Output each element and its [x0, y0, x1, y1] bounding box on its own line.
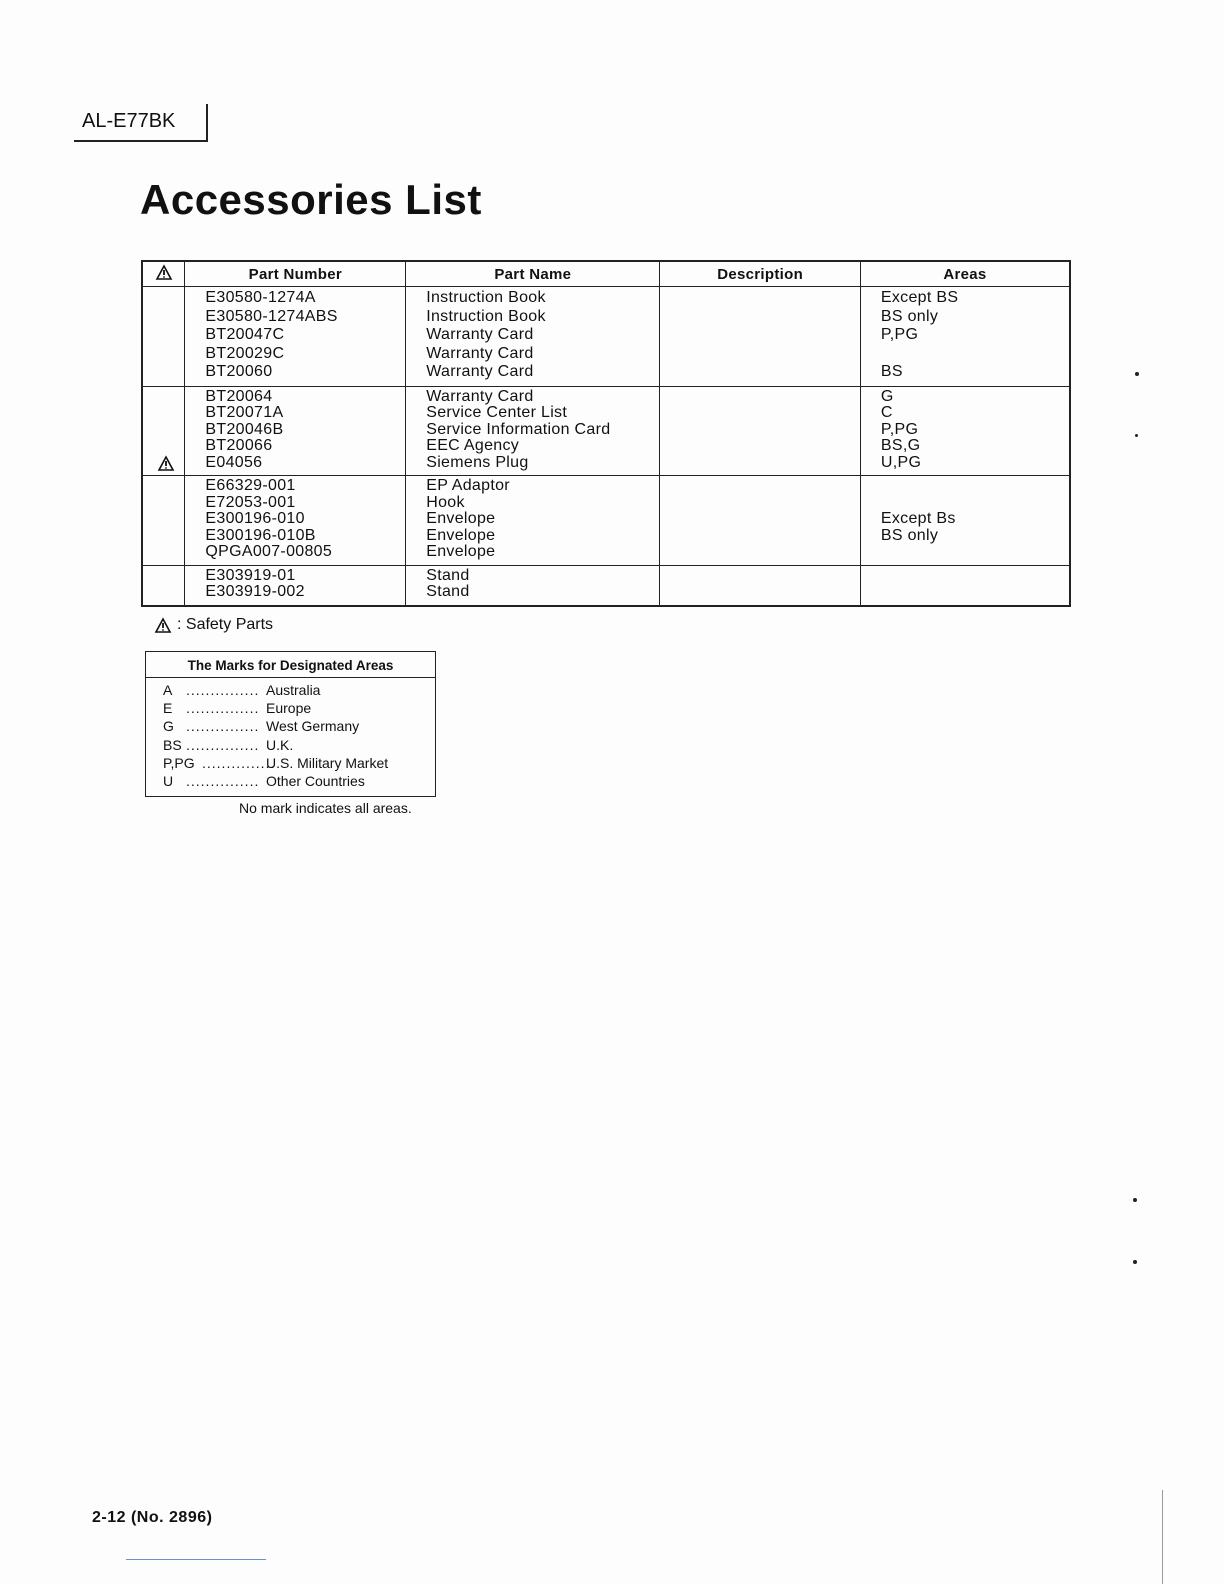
scan-speck [1135, 434, 1138, 437]
part-number: BT20046B [205, 420, 284, 438]
dot-leader: ............... [202, 754, 276, 771]
part-number-cell [185, 565, 406, 606]
part-name-cell [406, 386, 660, 476]
area-region: Australia [266, 682, 321, 698]
part-name-cell [406, 476, 660, 566]
part-name: Siemens Plug [426, 453, 529, 471]
column-header-description: Description [660, 261, 861, 287]
area-mark: BS [163, 736, 182, 753]
part-number: BT20060 [205, 363, 273, 380]
part-number-cell [185, 386, 406, 476]
area-code: P,PG [880, 326, 919, 343]
part-number-cell [185, 476, 406, 566]
dot-leader: ............... [186, 682, 260, 698]
safety-cell [142, 476, 185, 566]
area-code: Except Bs [880, 510, 956, 527]
list-item [146, 681, 435, 699]
area-code: BS,G [880, 437, 921, 454]
table-row [142, 287, 1070, 387]
area-mark: G [163, 718, 174, 735]
dot-leader: ............... [186, 772, 260, 789]
list-item [146, 772, 435, 790]
safety-legend-label: : Safety Parts [177, 616, 274, 633]
part-number: E72053-001 [205, 493, 296, 511]
list-item [146, 736, 435, 754]
list-item [146, 754, 435, 772]
part-name: Warranty Card [426, 387, 534, 405]
part-name: Hook [426, 493, 465, 511]
table-row [142, 565, 1070, 606]
areas-note: No mark indicates all areas. [239, 800, 412, 816]
model-tag [74, 104, 208, 142]
area-code: Except BS [880, 289, 959, 306]
area-code: BS only [880, 526, 939, 544]
description-cell [660, 565, 861, 606]
areas-cell [860, 287, 1070, 387]
footer-rule [126, 1559, 266, 1560]
list-item [146, 717, 435, 735]
description-cell [660, 386, 861, 476]
part-name-cell [406, 565, 660, 606]
part-name: Stand [426, 566, 470, 584]
part-number: E303919-01 [205, 566, 296, 584]
area-mark: E [163, 700, 173, 717]
area-code: BS only [880, 307, 939, 325]
part-number: QPGA007-00805 [205, 543, 333, 560]
scan-speck [1133, 1198, 1137, 1202]
area-region: Europe [266, 700, 312, 717]
part-number: E300196-010B [205, 526, 316, 544]
part-name: Envelope [426, 543, 496, 560]
safety-cell [142, 287, 185, 387]
area-code [881, 495, 1069, 512]
part-number-cell [185, 287, 406, 387]
table-row [142, 476, 1070, 566]
dot-leader: ............... [186, 700, 260, 717]
area-code [881, 568, 1069, 585]
area-code [881, 345, 1069, 364]
model-number: AL-E77BK [82, 110, 176, 132]
part-name: Envelope [426, 510, 496, 527]
safety-cell [142, 386, 185, 476]
part-number: E30580-1274A [205, 289, 316, 306]
areas-cell [860, 386, 1070, 476]
warning-triangle-icon [155, 618, 171, 633]
page-edge-line [1162, 1490, 1163, 1584]
part-name-cell [406, 287, 660, 387]
area-code: G [880, 387, 894, 405]
warning-triangle-icon [156, 265, 172, 280]
part-name: Stand [426, 583, 470, 600]
area-code: C [880, 404, 893, 421]
page-number: 2-12 (No. 2896) [92, 1509, 213, 1526]
description-cell [660, 476, 861, 566]
designated-areas-list [146, 678, 435, 790]
safety-legend [155, 616, 273, 634]
part-name: Service Center List [426, 404, 568, 421]
part-name: Warranty Card [426, 326, 534, 343]
part-number: E04056 [205, 453, 263, 471]
scan-speck [1133, 1260, 1137, 1264]
part-name: EEC Agency [426, 437, 520, 454]
page-title: Accessories List [140, 176, 482, 223]
area-region: U.S. Military Market [266, 754, 389, 771]
part-number: BT20066 [205, 437, 273, 454]
part-number: BT20071A [205, 404, 284, 421]
part-number: E303919-002 [205, 583, 305, 600]
area-code [881, 544, 1069, 561]
part-number: E66329-001 [205, 477, 296, 494]
part-name: Warranty Card [426, 344, 534, 362]
safety-column-header [142, 261, 185, 287]
area-code [881, 584, 1069, 601]
dot-leader: ............... [186, 736, 260, 753]
part-name: Warranty Card [426, 363, 534, 380]
area-region: Other Countries [266, 772, 365, 789]
safety-warning-icon [158, 456, 174, 471]
area-mark: P,PG [163, 754, 195, 771]
part-name: Service Information Card [426, 420, 611, 438]
column-header-part-name: Part Name [406, 261, 660, 287]
part-number: E30580-1274ABS [205, 307, 338, 325]
area-code: BS [880, 363, 903, 380]
part-number: E300196-010 [205, 510, 305, 527]
area-region: U.K. [266, 736, 294, 753]
list-item [146, 699, 435, 717]
description-cell [660, 287, 861, 387]
table-header-row [142, 261, 1070, 287]
area-code: P,PG [880, 420, 919, 438]
part-number: BT20047C [205, 326, 285, 343]
part-name: Instruction Book [426, 307, 546, 325]
column-header-part-number: Part Number [185, 261, 406, 287]
part-name: Instruction Book [426, 289, 546, 306]
area-region: West Germany [266, 718, 360, 735]
part-number: BT20029C [205, 344, 285, 362]
part-name: EP Adaptor [426, 477, 510, 494]
area-code: U,PG [880, 453, 922, 471]
areas-cell [860, 565, 1070, 606]
area-mark: A [163, 682, 173, 698]
model-tag-divider [206, 104, 208, 140]
designated-areas-title: The Marks for Designated Areas [146, 652, 435, 678]
column-header-areas: Areas [860, 261, 1070, 287]
table-row [142, 386, 1070, 476]
accessories-table [141, 260, 1071, 607]
part-name: Envelope [426, 526, 496, 544]
dot-leader: ............... [186, 718, 260, 735]
area-mark: U [163, 772, 174, 789]
part-number: BT20064 [205, 387, 273, 405]
safety-cell [142, 565, 185, 606]
areas-cell [860, 476, 1070, 566]
designated-areas-box [145, 651, 436, 797]
area-code [881, 478, 1069, 495]
scan-speck [1135, 372, 1139, 376]
